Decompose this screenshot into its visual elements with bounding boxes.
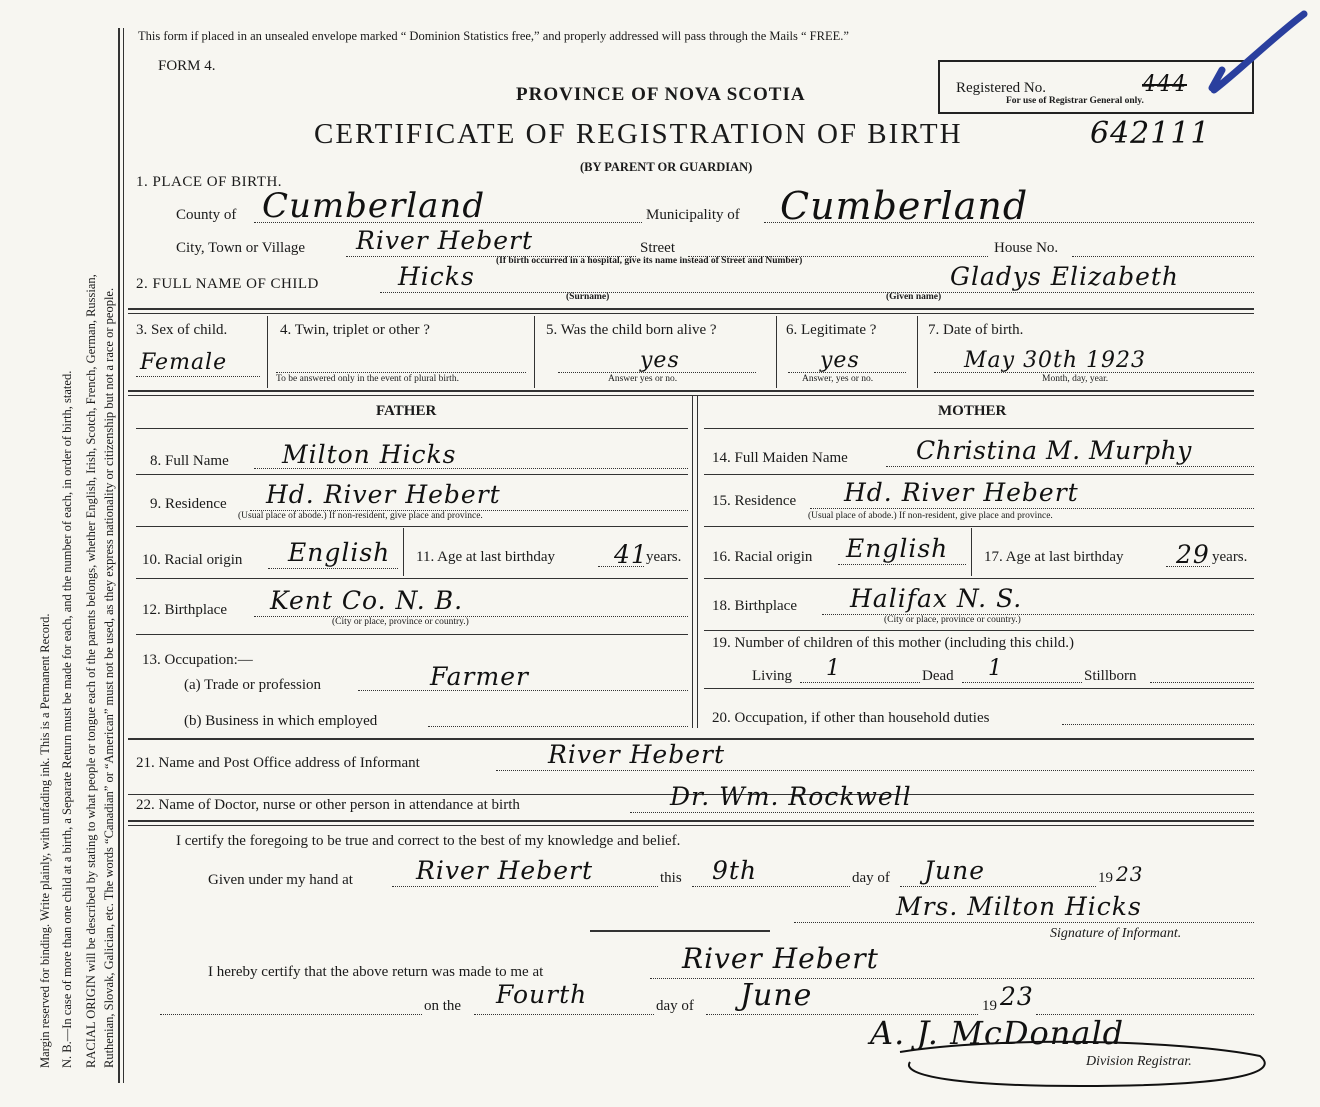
father-residence-value: Hd. River Hebert [266, 480, 501, 509]
margin-note-nb: N. B.—In case of more than one child at a birth, a Separate Return must be made for each, and the number of each, in order of birth, stated. [60, 370, 74, 1068]
twin-label: 4. Twin, triplet or other ? [280, 322, 430, 338]
child-given-name: Gladys Elizabeth [950, 262, 1180, 291]
hospital-note: (If birth occurred in a hospital, give its name instead of Street and Number) [496, 256, 803, 266]
father-trade-value: Farmer [430, 662, 529, 691]
mother-residence-note: (Usual place of abode.) If non-resident, give place and province. [808, 511, 1053, 521]
mother-heading: MOTHER [938, 403, 1007, 419]
doctor-label: 22. Name of Doctor, nurse or other person in attendance at birth [136, 797, 520, 813]
dead-label: Dead [922, 668, 954, 684]
this-label: this [660, 870, 682, 886]
mother-name-label: 14. Full Maiden Name [712, 450, 848, 466]
mother-birthplace-value: Halifax N. S. [850, 584, 1023, 613]
margin-rule-inner [123, 28, 124, 1083]
father-heading: FATHER [376, 403, 437, 419]
registrar-year-prefix: 19 [982, 998, 997, 1014]
margin-rule [118, 28, 120, 1083]
father-birthplace-value: Kent Co. N. B. [270, 586, 464, 615]
municipality-value: Cumberland [780, 184, 1029, 228]
mother-age-unit: years. [1212, 549, 1248, 565]
informant-label: 21. Name and Post Office address of Informant [136, 755, 420, 771]
form-number: FORM 4. [158, 58, 216, 74]
certification-statement: I certify the foregoing to be true and correct to the best of my knowledge and belief. [176, 833, 681, 849]
registrar-day-value: Fourth [496, 980, 588, 1009]
informant-value: River Hebert [548, 740, 726, 769]
alive-label: 5. Was the child born alive ? [546, 322, 717, 338]
given-day-of-label: day of [852, 870, 890, 886]
margin-note-racial-1: RACIAL ORIGIN will be described by stating to what people or tongue each of the parents belongs, whether English, Irish, Scotch, French, German, Russian, [84, 274, 98, 1068]
margin-note-racial-2: Ruthenian, Slovak, Galician, etc. The words “Canadian” or “American” must not be used, as they express nationality or citizenship but not a race or people. [102, 287, 116, 1068]
mother-residence-value: Hd. River Hebert [844, 478, 1079, 507]
dead-value: 1 [988, 656, 1003, 681]
given-year-prefix: 19 [1098, 870, 1113, 886]
surname-caption: (Surname) [566, 292, 610, 302]
given-month-value: June [924, 856, 986, 885]
mother-racial-label: 16. Racial origin [712, 549, 813, 565]
registrar-day-of-label: day of [656, 998, 694, 1014]
mother-occupation-label: 20. Occupation, if other than household duties [712, 710, 990, 726]
registered-note: For use of Registrar General only. [1006, 96, 1144, 106]
dob-value: May 30th 1923 [964, 348, 1147, 373]
child-surname: Hicks [398, 262, 475, 291]
informant-signature-caption: Signature of Informant. [1050, 926, 1182, 941]
mother-racial-value: English [846, 534, 949, 563]
mother-children-label: 19. Number of children of this mother (including this child.) [712, 635, 1075, 651]
county-value: Cumberland [262, 186, 486, 226]
mother-age-value: 29 [1176, 540, 1210, 569]
legitimate-label: 6. Legitimate ? [786, 322, 877, 338]
father-age-label: 11. Age at last birthday [416, 549, 555, 565]
father-occupation-label: 13. Occupation:— [142, 652, 253, 668]
father-name-value: Milton Hicks [282, 440, 457, 469]
dob-label: 7. Date of birth. [928, 322, 1024, 338]
father-birthplace-label: 12. Birthplace [142, 602, 227, 618]
house-label: House No. [994, 240, 1059, 256]
certificate-subtitle: (BY PARENT OR GUARDIAN) [580, 160, 753, 174]
child-name-label: 2. FULL NAME OF CHILD [136, 276, 319, 292]
county-label: County of [176, 207, 237, 223]
mother-name-value: Christina M. Murphy [916, 436, 1192, 465]
mother-birthplace-note: (City or place, province or country.) [884, 615, 1021, 625]
father-racial-label: 10. Racial origin [142, 552, 243, 568]
sex-value: Female [140, 350, 228, 375]
province-heading: PROVINCE OF NOVA SCOTIA [516, 84, 806, 105]
sex-label: 3. Sex of child. [136, 322, 228, 338]
father-age-value: 41 [614, 540, 648, 569]
mother-age-label: 17. Age at last birthday [984, 549, 1124, 565]
father-age-unit: years. [646, 549, 682, 565]
father-racial-value: English [288, 538, 391, 567]
registrar-year-value: 23 [1000, 982, 1034, 1011]
place-of-birth-label: 1. PLACE OF BIRTH. [136, 174, 283, 190]
father-birthplace-note: (City or place, province or country.) [332, 617, 469, 627]
registrar-signature: A. J. McDonald [870, 1014, 1125, 1052]
living-label: Living [752, 668, 792, 684]
stillborn-label: Stillborn [1084, 668, 1137, 684]
margin-note-binding: Margin reserved for binding. Write plainly, with unfading ink. This is a Permanent Record. [38, 613, 52, 1068]
mother-residence-label: 15. Residence [712, 493, 797, 509]
twin-note: To be answered only in the event of plural birth. [276, 374, 459, 384]
city-label: City, Town or Village [176, 240, 306, 256]
father-name-label: 8. Full Name [150, 453, 229, 469]
father-trade-label: (a) Trade or profession [184, 677, 322, 693]
father-residence-label: 9. Residence [150, 496, 227, 512]
mail-note: This form if placed in an unsealed envelope marked “ Dominion Statistics free,” and properly addressed will pass through the Mails “ FREE.” [138, 29, 849, 43]
informant-signature: Mrs. Milton Hicks [896, 892, 1142, 921]
street-label: Street [640, 240, 675, 256]
given-year-value: 23 [1116, 862, 1144, 886]
alive-value: yes [640, 348, 680, 373]
dob-note: Month, day, year. [1042, 374, 1109, 384]
registered-value: 444 [1142, 72, 1187, 97]
given-day-value: 9th [712, 856, 758, 885]
registrar-flourish [880, 1032, 1280, 1092]
given-under-label: Given under my hand at [208, 872, 353, 888]
municipality-label: Municipality of [646, 207, 740, 223]
doctor-value: Dr. Wm. Rockwell [670, 782, 912, 811]
mother-birthplace-label: 18. Birthplace [712, 598, 797, 614]
registered-label: Registered No. [956, 80, 1046, 96]
father-residence-note: (Usual place of abode.) If non-resident, give place and province. [238, 511, 483, 521]
city-value: River Hebert [356, 226, 534, 255]
living-value: 1 [826, 656, 841, 681]
certificate-number: 642111 [1090, 116, 1211, 151]
registrar-month-value: June [740, 978, 813, 1013]
given-caption: (Given name) [886, 292, 942, 302]
legitimate-note: Answer, yes or no. [802, 374, 874, 384]
legitimate-value: yes [820, 348, 860, 373]
given-place-value: River Hebert [416, 856, 594, 885]
alive-note: Answer yes or no. [608, 374, 678, 384]
on-the-label: on the [424, 998, 462, 1014]
father-business-label: (b) Business in which employed [184, 713, 378, 729]
registrar-statement: I hereby certify that the above return was made to me at [208, 964, 544, 980]
registrar-caption: Division Registrar. [1086, 1054, 1192, 1069]
certificate-title: CERTIFICATE OF REGISTRATION OF BIRTH [314, 118, 963, 150]
checkmark-icon [1200, 10, 1310, 100]
registrar-place-value: River Hebert [682, 942, 879, 975]
